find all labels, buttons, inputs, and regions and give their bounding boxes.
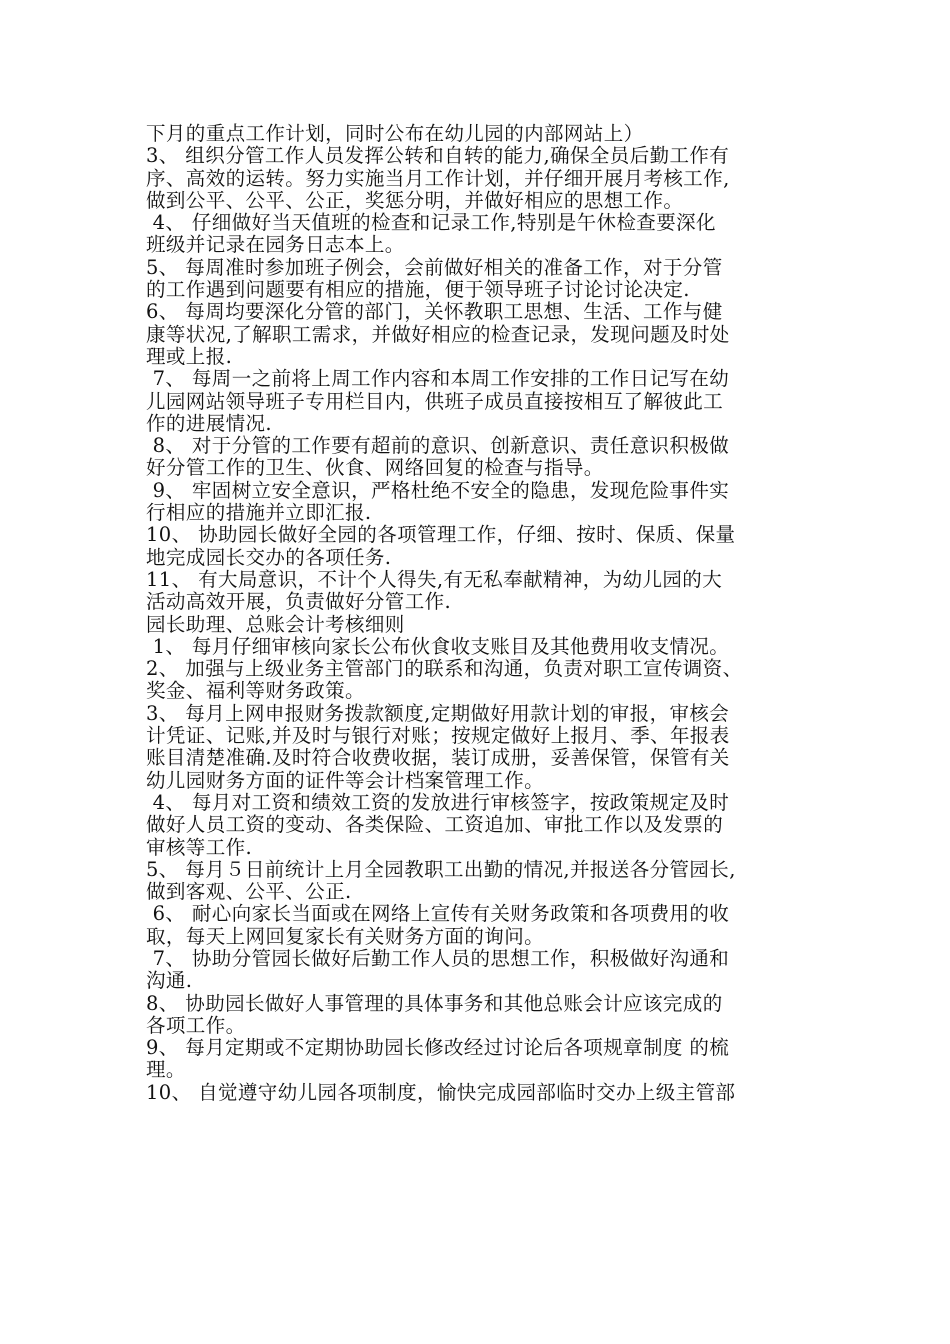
document-line: 活动高效开展，负责做好分管工作. [146, 590, 452, 614]
document-line: 11、 有大局意识，不计个人得失,有无私奉献精神，为幼儿园的大 [146, 567, 723, 591]
document-line: 作的进展情况. [146, 411, 272, 435]
document-line: 儿园网站领导班子专用栏目内，供班子成员直接按相互了解彼此工 [146, 389, 724, 413]
document-line: 8、 协助园长做好人事管理的具体事务和其他总账会计应该完成的 [146, 991, 723, 1015]
document-line: 6、 每周均要深化分管的部门，关怀教职工思想、生活、工作与健 [146, 300, 723, 324]
document-line: 做到公平、公平、公正，奖惩分明，并做好相应的思想工作。 [146, 188, 684, 212]
document-line: 1、 每月仔细审核向家长公布伙食收支账目及其他费用收支情况。 [146, 634, 730, 658]
document-line: 2、 加强与上级业务主管部门的联系和沟通，负责对职工宣传调资、 [146, 657, 743, 681]
document-line: 4、 每月对工资和绩效工资的发放进行审核签字，按政策规定及时 [146, 790, 730, 814]
document-line: 下月的重点工作计划，同时公布在幼儿园的内部网站上） [146, 122, 644, 145]
document-line: 各项工作。 [146, 1013, 246, 1037]
document-line: 5、 每月５日前统计上月全园教职工出勤的情况,并报送各分管园长, [146, 857, 736, 881]
document-line: 地完成园长交办的各项任务. [146, 545, 392, 569]
document-line: 序、高效的运转。努力实施当月工作计划，并仔细开展月考核工作, [146, 166, 730, 190]
document-line: 4、 仔细做好当天值班的检查和记录工作,特别是午休检查要深化 [146, 211, 716, 235]
document-line: 理或上报. [146, 344, 233, 368]
document-line: 10、 自觉遵守幼儿园各项制度，愉快完成园部临时交办上级主管部 [146, 1080, 736, 1104]
document-line: 8、 对于分管的工作要有超前的意识、创新意识、责任意识积极做 [146, 434, 730, 458]
document-line: 7、 每周一之前将上周工作内容和本周工作安排的工作日记写在幼 [146, 367, 730, 391]
document-line: 幼儿园财务方面的证件等会计档案管理工作。 [146, 768, 545, 792]
document-line: 奖金、福利等财务政策。 [146, 679, 365, 703]
document-line: 3、 每月上网申报财务拨款额度,定期做好用款计划的审报，审核会 [146, 701, 730, 725]
document-line: 班级并记录在园务日志本上。 [146, 233, 405, 257]
document-line: 计凭证、记账,并及时与银行对账；按规定做好上报月、季、年报表 [146, 724, 730, 748]
document-line: 账目清楚准确.及时符合收费收据，装订成册，妥善保管，保管有关 [146, 746, 730, 770]
document-line: 的工作遇到问题要有相应的措施，便于领导班子讨论讨论决定. [146, 278, 690, 302]
document-line: 园长助理、总账会计考核细则 [146, 612, 405, 636]
document-line: 康等状况,了解职工需求，并做好相应的检查记录，发现问题及时处 [146, 322, 730, 346]
document-line: 做到客观、公平、公正. [146, 880, 352, 904]
document-body [146, 123, 826, 1104]
document-line: 行相应的措施并立即汇报. [146, 501, 372, 525]
document-line: 7、 协助分管园长做好后勤工作人员的思想工作，积极做好沟通和 [146, 946, 730, 970]
document-line: 9、 每月定期或不定期协助园长修改经过讨论后各项规章制度 的梳 [146, 1036, 730, 1060]
document-line: 做好人员工资的变动、各类保险、工资追加、审批工作以及发票的 [146, 813, 724, 837]
document-line: 沟通. [146, 969, 193, 993]
document-line: 10、 协助园长做好全园的各项管理工作，仔细、按时、保质、保量 [146, 523, 736, 547]
document-line: 好分管工作的卫生、伙食、网络回复的检查与指导。 [146, 456, 604, 480]
document-line: 理。 [146, 1058, 186, 1082]
document-line: 9、 牢固树立安全意识，严格杜绝不安全的隐患，发现危险事件实 [146, 478, 730, 502]
document-line: 6、 耐心向家长当面或在网络上宣传有关财务政策和各项费用的收 [146, 902, 730, 926]
document-line: 取，每天上网回复家长有关财务方面的询问。 [146, 924, 545, 948]
document-line: 5、 每周准时参加班子例会，会前做好相关的准备工作，对于分管 [146, 255, 723, 279]
document-line: 审核等工作. [146, 835, 253, 859]
document-line: 3、 组织分管工作人员发挥公转和自转的能力,确保全员后勤工作有 [146, 144, 730, 168]
